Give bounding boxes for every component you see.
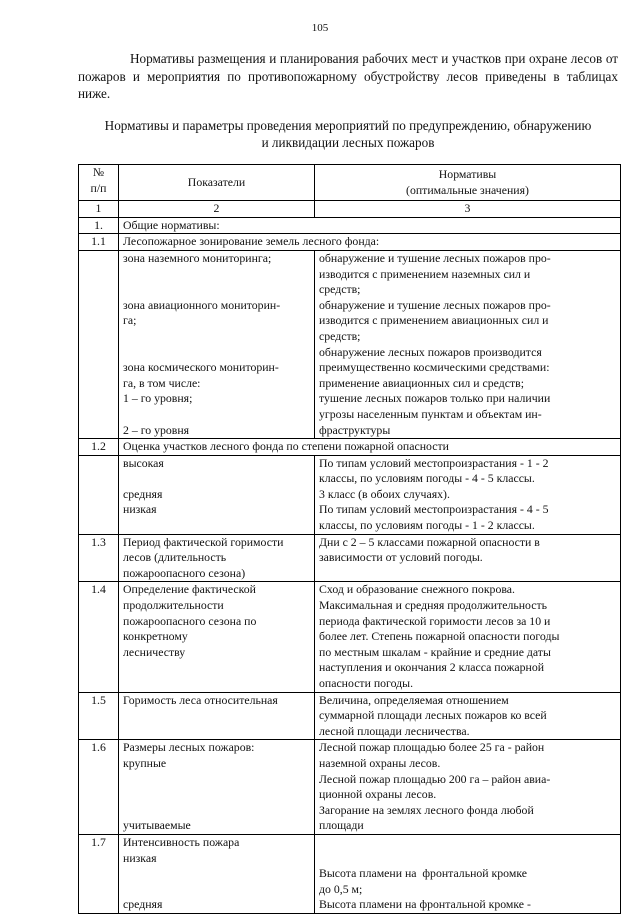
row-number: 1.6 [79, 740, 119, 835]
row-norm-line: применение авиационных сил и средств; [319, 375, 524, 390]
row-number: 1.7 [79, 834, 119, 913]
table-row [79, 250, 621, 438]
row-number [79, 250, 119, 438]
row-number [79, 455, 119, 534]
row-norm [315, 455, 621, 534]
row-indicator [119, 834, 315, 913]
row-indicator-line [123, 882, 310, 898]
row-indicator [119, 439, 621, 456]
row-norm-line: Высота пламени на фронтальной кромке - [319, 897, 531, 912]
row-indicator [119, 582, 315, 692]
row-indicator-line [123, 407, 310, 423]
header-norms-line2: (оптимальные значения) [406, 182, 529, 197]
row-indicator-line: Период фактической горимости [123, 534, 284, 549]
row-norm [315, 834, 621, 913]
intro-text: Нормативы размещения и планирования рабочих мест и участков при охране лесов от пожаров и мероприятия по противопожарному обустройству лесов приведены в таблицах ниже. [78, 51, 618, 101]
table-row [79, 234, 621, 251]
row-indicator-line: Оценка участков лесного фонда по степени пожарной опасности [123, 439, 449, 454]
row-indicator-line: Размеры лесных пожаров: [123, 740, 255, 755]
row-indicator-line: га, в том числе: [123, 375, 201, 390]
row-indicator-line: низкая [123, 850, 157, 865]
row-norm-line: 3 класс (в обоих случаях). [319, 486, 450, 501]
row-norm-line: угрозы населенным пунктам и объектам ин- [319, 406, 542, 421]
row-number: 1.4 [79, 582, 119, 692]
row-number: 1.2 [79, 439, 119, 456]
column-numbers-row [79, 201, 621, 218]
page-number: 105 [311, 22, 329, 34]
table-title [78, 117, 618, 151]
table-title-line2: и ликвидации лесных пожаров [261, 135, 435, 150]
row-indicator-line [123, 772, 310, 788]
table-row [79, 834, 621, 913]
row-indicator [119, 217, 621, 234]
row-norm-line: Высота пламени на фронтальной кромке [319, 866, 527, 881]
row-indicator-line: конкретному [123, 629, 188, 644]
row-indicator-line: Лесопожарное зонирование земель лесного фонда: [123, 234, 380, 249]
table-row [79, 534, 621, 582]
row-norm-line: По типам условий местопроизрастания - 4 - 5 [319, 502, 549, 517]
row-indicator-line: низкая [123, 502, 157, 517]
row-indicator-line: зона наземного мониторинга; [123, 250, 272, 265]
row-indicator-line: зона космического мониторин- [123, 360, 279, 375]
row-indicator-line: лесничеству [123, 644, 186, 659]
row-norm-line: обнаружение лесных пожаров производится [319, 344, 542, 359]
table-row [79, 692, 621, 740]
header-num-line1: № [92, 165, 105, 179]
row-indicator-line [123, 282, 310, 298]
row-norm-line [319, 851, 616, 867]
row-norm-line: фраструктуры [319, 422, 391, 437]
table-row [79, 455, 621, 534]
row-norm-line: изводится с применением авиационных сил и [319, 313, 549, 328]
row-norm-line: Максимальная и средняя продолжительность [319, 598, 548, 613]
row-indicator [119, 740, 315, 835]
row-norm-line: лесной площади лесничества. [319, 723, 470, 738]
row-indicator-line [123, 787, 310, 803]
row-indicator-line: Горимость леса относительная [123, 692, 278, 707]
row-indicator-line [123, 471, 310, 487]
row-norm-line: площади [319, 818, 364, 833]
row-number: 1.5 [79, 692, 119, 740]
row-indicator-line: пожароопасного сезона по [123, 613, 257, 628]
row-indicator-line [123, 803, 310, 819]
row-indicator [119, 250, 315, 438]
row-norm-line: преимущественно космическими средствами: [319, 360, 550, 375]
row-norm-line: ционной охраны лесов. [319, 787, 437, 802]
row-norm [315, 692, 621, 740]
row-norm-line: По типам условий местопроизрастания - 1 - 2 [319, 455, 549, 470]
row-norm-line [319, 835, 616, 851]
row-indicator-line: высокая [123, 455, 164, 470]
col-number-1: 1 [79, 201, 119, 218]
row-norm-line: периода фактической горимости лесов за 10 и [319, 613, 551, 628]
row-indicator-line: зона авиационного мониторин- [123, 297, 281, 312]
row-norm-line: наземной охраны лесов. [319, 755, 441, 770]
col-number-2: 2 [119, 201, 315, 218]
row-indicator-line: Определение фактической [123, 582, 256, 597]
row-number: 1.3 [79, 534, 119, 582]
row-indicator-line [123, 329, 310, 345]
table-row [79, 439, 621, 456]
row-number: 1.1 [79, 234, 119, 251]
row-norm-line: Лесной пожар площадью 200 га – район авиа- [319, 771, 551, 786]
row-norm-line: Сход и образование снежного покрова. [319, 582, 515, 597]
row-norm-line: обнаружение и тушение лесных пожаров про- [319, 250, 551, 265]
header-indicators: Показатели [119, 165, 315, 201]
row-indicator [119, 455, 315, 534]
row-indicator-line: средняя [123, 897, 163, 912]
row-number: 1. [79, 217, 119, 234]
header-norms [315, 165, 621, 201]
row-indicator-line: крупные [123, 755, 167, 770]
row-norm-line: обнаружение и тушение лесных пожаров про- [319, 297, 551, 312]
row-indicator-line: га; [123, 313, 137, 328]
row-norm-line: изводится с применением наземных сил и [319, 266, 531, 281]
col-number-3: 3 [315, 201, 621, 218]
row-norm-line: по местным шкалам - крайние и средние даты [319, 644, 551, 659]
table-row [79, 582, 621, 692]
row-indicator-line: Общие нормативы: [123, 217, 220, 232]
row-norm-line: классы, по условиям погоды - 1 - 2 классы. [319, 518, 535, 533]
row-indicator-line: 2 – го уровня [123, 422, 190, 437]
row-norm-line: Загорание на землях лесного фонда любой [319, 802, 534, 817]
table-row [79, 740, 621, 835]
row-norm-line: тушение лесных пожаров только при наличии [319, 391, 551, 406]
row-norm [315, 534, 621, 582]
table-body [79, 217, 621, 913]
row-norm-line: более лет. Степень пожарной опасности погоды [319, 629, 560, 644]
row-indicator [119, 692, 315, 740]
row-indicator [119, 534, 315, 582]
row-norm-line: до 0,5 м; [319, 881, 363, 896]
row-norm-line: опасности погоды. [319, 676, 414, 690]
row-indicator-line: учитываемые [123, 818, 191, 833]
header-norms-line1: Нормативы [438, 167, 497, 181]
row-indicator-line [123, 518, 310, 534]
row-norm-line: суммарной площади лесных пожаров ко всей [319, 708, 547, 723]
row-indicator-line: средняя [123, 486, 163, 501]
row-norm-line: Величина, определяемая отношением [319, 692, 509, 707]
row-indicator-line: 1 – го уровня; [123, 391, 193, 406]
row-indicator-line: Интенсивность пожара [123, 834, 240, 849]
row-norm-line: средств; [319, 282, 361, 297]
table-row [79, 217, 621, 234]
row-indicator [119, 234, 621, 251]
table-title-line1: Нормативы и параметры проведения мероприятий по предупреждению, обнаружению [104, 118, 592, 133]
row-norm-line: наступления и окончания 2 класса пожарной [319, 660, 545, 675]
header-num-line2: п/п [90, 180, 107, 195]
intro-paragraph [78, 50, 618, 103]
row-norm [315, 250, 621, 438]
header-num [79, 165, 119, 201]
row-indicator-line [123, 345, 310, 361]
row-indicator-line [123, 267, 310, 283]
row-norm [315, 740, 621, 835]
row-norm-line: зависимости от условий погоды. [319, 550, 483, 565]
row-norm-line: Лесной пожар площадью более 25 га - район [319, 740, 545, 755]
norms-table [78, 164, 621, 914]
row-indicator-line: пожароопасного сезона) [123, 565, 246, 580]
row-indicator-line: лесов (длительность [123, 550, 227, 565]
row-norm-line: средств; [319, 328, 361, 343]
row-norm-line: классы, по условиям погоды - 4 - 5 классы. [319, 471, 535, 486]
row-norm-line: Дни с 2 – 5 классами пожарной опасности в [319, 534, 540, 549]
row-indicator-line [123, 866, 310, 882]
row-indicator-line: продолжительности [123, 598, 224, 613]
header-row [79, 165, 621, 201]
row-norm [315, 582, 621, 692]
